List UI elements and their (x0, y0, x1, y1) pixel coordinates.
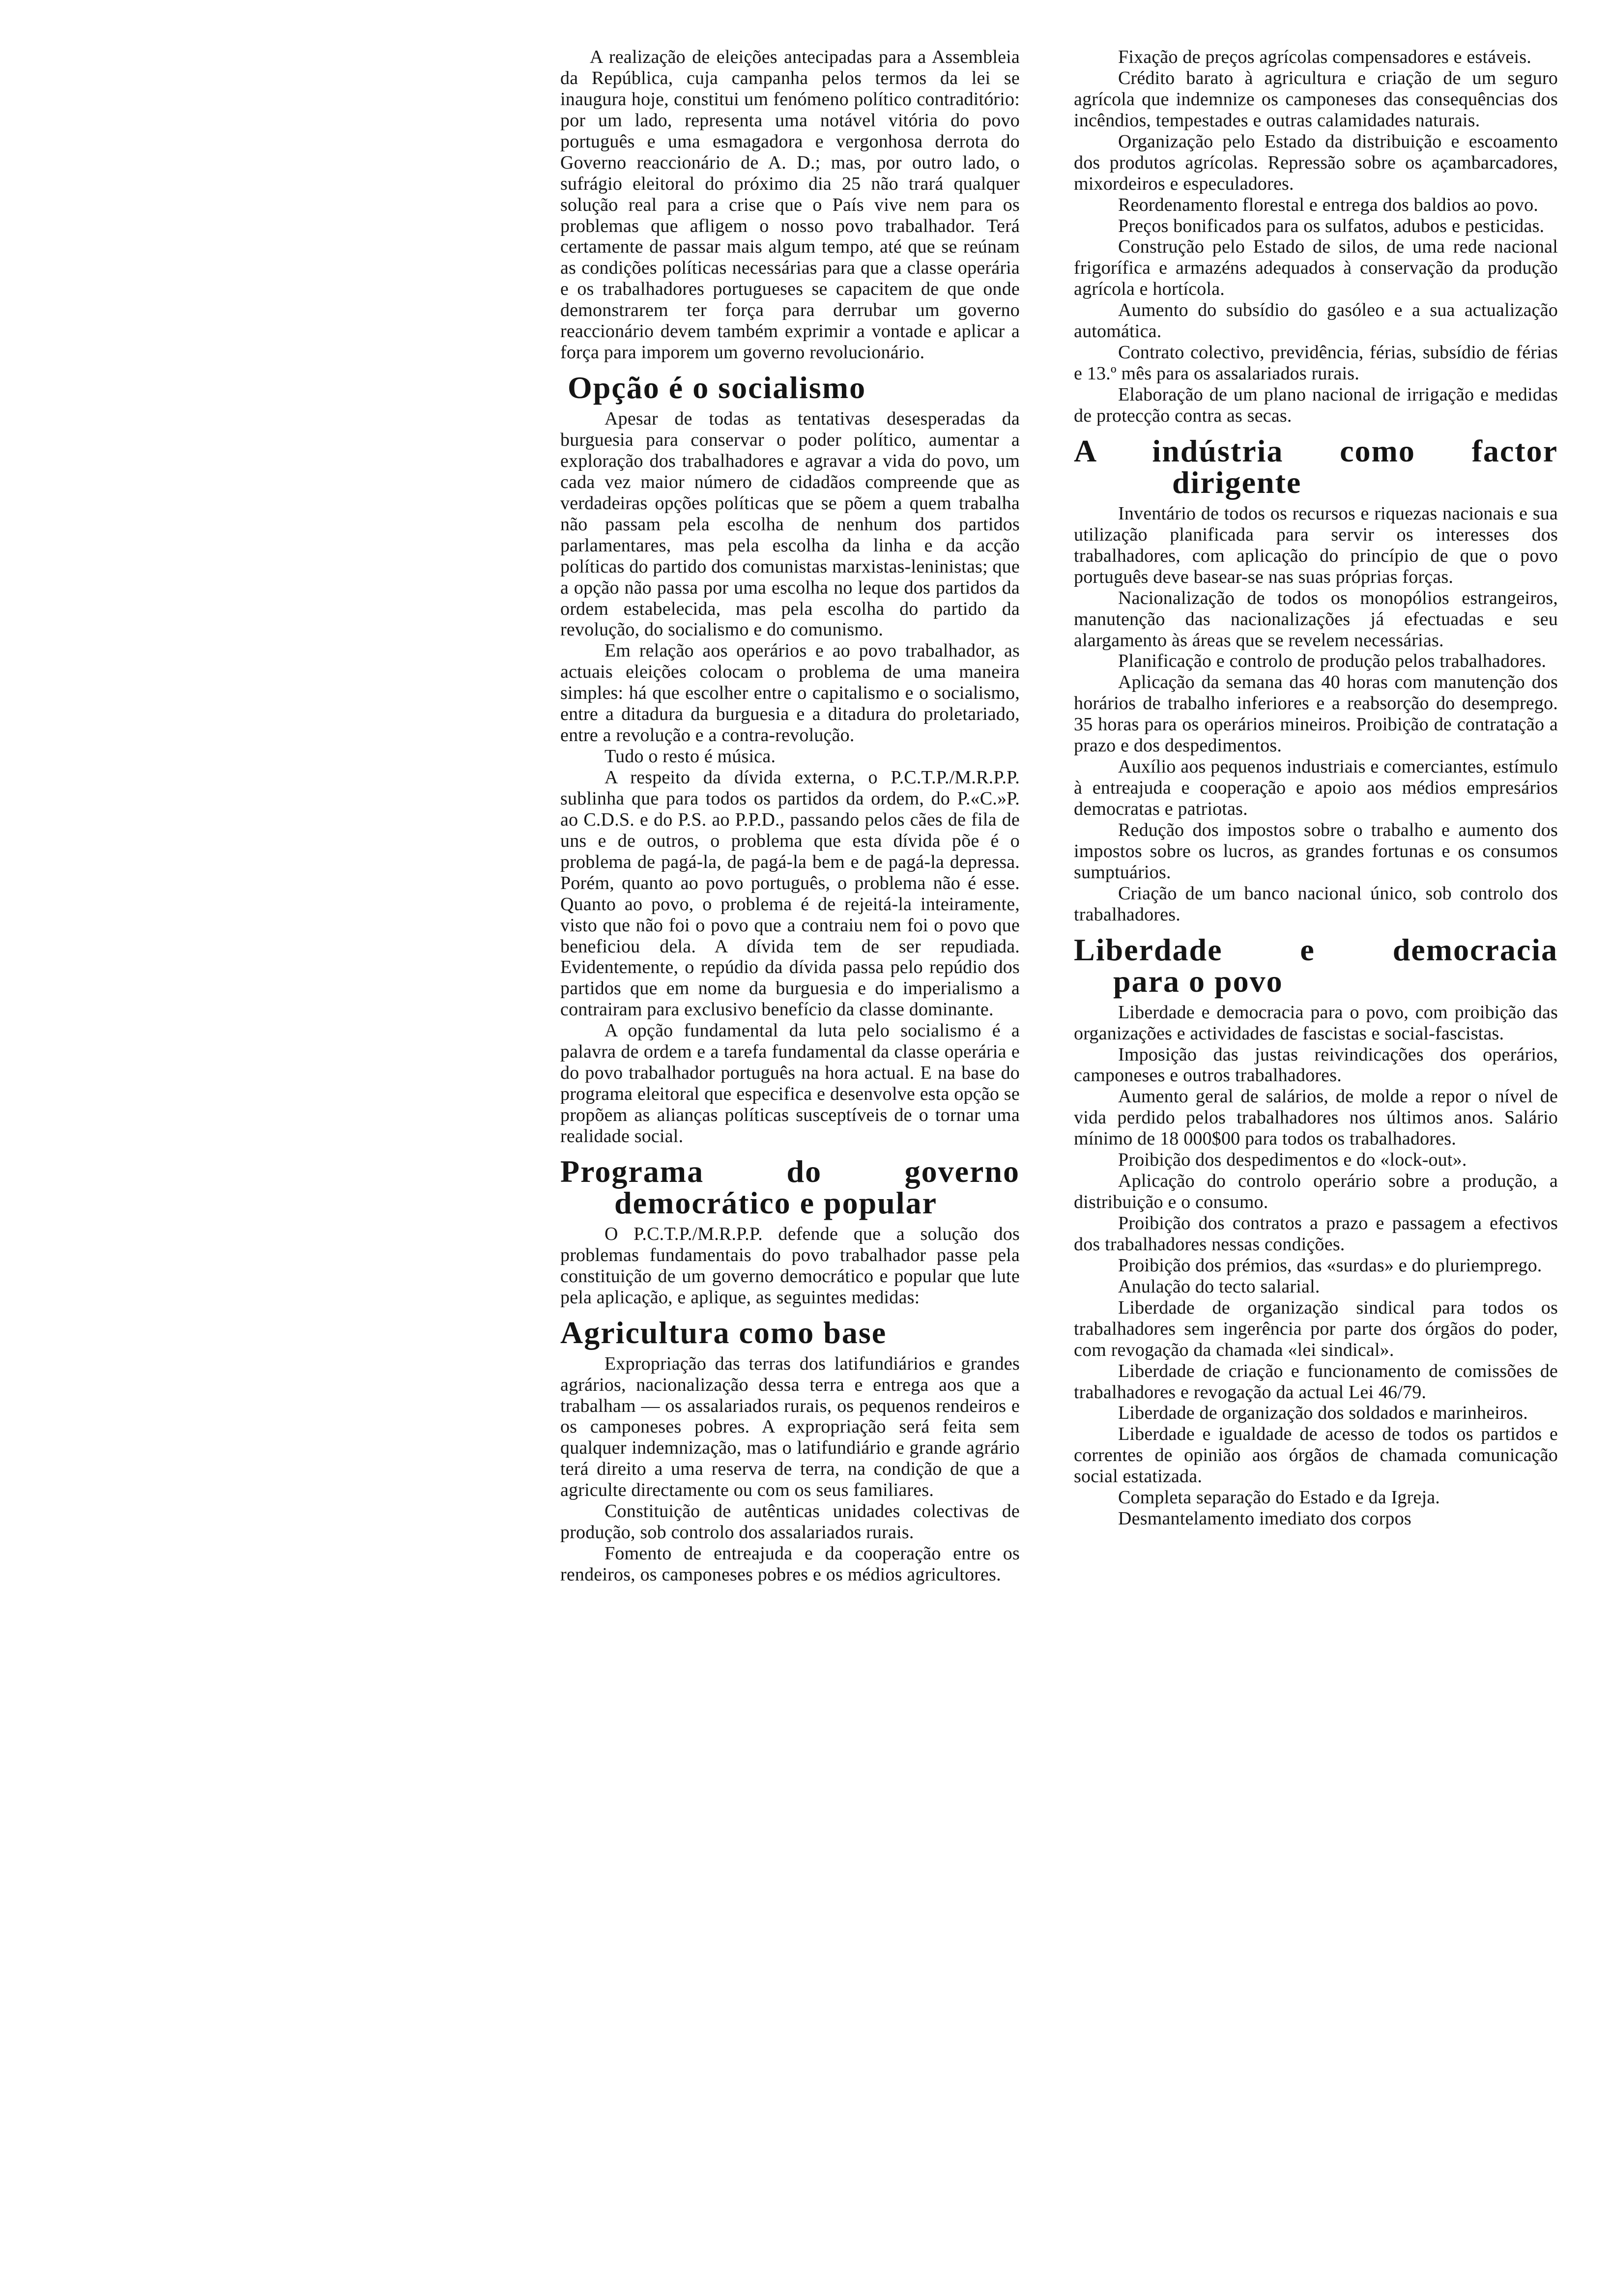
body-paragraph: Em relação aos operários e ao povo trabalhador, as actuais eleições colocam o problema de uma maneira simples: há que escolher entre o capitalismo e o socialismo, entre a ditadura da burguesia e a ditadura do proletariado, entre a revolução e a contra-revolução. (560, 640, 1020, 746)
body-paragraph: Completa separação do Estado e da Igreja. (1118, 1487, 1440, 1508)
heading-line: democrático e popular (614, 1185, 937, 1220)
body-paragraph: Inventário de todos os recursos e riquezas nacionais e sua utilização planificada para servir os interesses dos trabalhadores, com aplicação do princípio de que o povo português deve basear-se nas suas próprias forças. (1074, 503, 1558, 587)
body-paragraph: Fixação de preços agrícolas compensadores e estáveis. (1118, 47, 1531, 67)
heading-line: para o povo (1113, 963, 1283, 999)
left-column (560, 47, 1020, 1585)
body-paragraph: A respeito da dívida externa, o P.C.T.P./M.R.P.P. sublinha que para todos os partidos da ordem, do P.«C.»P. ao C.D.S. e do P.S. ao P.P.D., passando pelos cães de fila de uns e de outros, o problema que esta dívida põe é o problema de pagá-la, de pagá-la bem e de pagá-la depressa. Porém, quanto ao povo português, o problema não é esse. Quanto ao povo, o problema é de rejeitá-la inteiramente, visto que não foi o povo que a contraiu nem foi o povo que beneficiou dela. A dívida tem de ser repudiada. Evidentemente, o repúdio da dívida passa pelo repúdio dos partidos que em nome da burguesia e do imperialismo a contrairam para exclusivo benefício da classe dominante. (560, 767, 1020, 1020)
body-paragraph: Liberdade e igualdade de acesso de todos os partidos e correntes de opinião aos órgãos de chamada comunicação social estatizada. (1074, 1424, 1558, 1487)
body-paragraph: Liberdade de organização sindical para todos os trabalhadores sem ingerência por parte dos órgãos do poder, com revogação da chamada «lei sindical». (1074, 1297, 1558, 1360)
body-paragraph: Proibição dos contratos a prazo e passagem a efectivos dos trabalhadores nessas condições. (1074, 1213, 1558, 1255)
body-paragraph: Constituição de autênticas unidades colectivas de produção, sob controlo dos assalariados rurais. (560, 1501, 1020, 1543)
body-paragraph: Auxílio aos pequenos industriais e comerciantes, estímulo à entreajuda e cooperação e apoio aos médios empresários democratas e patriotas. (1074, 756, 1558, 819)
body-paragraph: Criação de um banco nacional único, sob controlo dos trabalhadores. (1074, 883, 1558, 925)
heading-line: Liberdade e democracia (1074, 932, 1558, 967)
body-paragraph: Planificação e controlo de produção pelos trabalhadores. (1118, 651, 1547, 672)
heading-line: dirigente (1172, 464, 1302, 500)
body-paragraph: Fomento de entreajuda e da cooperação entre os rendeiros, os camponeses pobres e os médios agricultores. (560, 1543, 1020, 1585)
section-heading-liberdade (1074, 934, 1558, 997)
body-paragraph: Liberdade e democracia para o povo, com proibição das organizações e actividades de fascistas e social-fascistas. (1074, 1002, 1558, 1044)
body-paragraph: O P.C.T.P./M.R.P.P. defende que a solução dos problemas fundamentais do povo trabalhador passe pela constituição de um governo democrático e popular que lute pela aplicação, e aplique, as seguintes medidas: (560, 1223, 1020, 1308)
body-paragraph: Construção pelo Estado de silos, de uma rede nacional frigorífica e armazéns adequados à conservação da produção agrícola e hortícola. (1074, 236, 1558, 300)
heading-line: A indústria como factor (1074, 433, 1558, 468)
section-heading-socialismo: Opção é o socialismo (568, 370, 866, 405)
body-paragraph: Expropriação das terras dos latifundiários e grandes agrários, nacionalização dessa terra e entrega aos que a trabalham — os assalariados rurais, os pequenos rendeiros e os camponeses pobres. A expropriação será feita sem qualquer indemnização, mas o latifundiário e grande agrário terá direito a uma reserva de terra, na condição de que a agriculte directamente ou com os seus familiares. (560, 1353, 1020, 1501)
intro-paragraph: A realização de eleições antecipadas para a Assembleia da República, cuja campanha pelos termos da lei se inaugura hoje, constitui um fenómeno político contraditório: por um lado, representa uma notável vitória do povo português e uma esmagadora e vergonhosa derrota do Governo reaccionário de A. D.; mas, por outro lado, o sufrágio eleitoral do próximo dia 25 não trará qualquer solução real para a crise que o País vive nem para os problemas que afligem o nosso povo trabalhador. Terá certamente de passar mais algum tempo, até que se reúnam as condições políticas necessárias para que a classe operária e os trabalhadores portugueses se capacitem de que onde demonstrarem ter força para derrubar um governo reaccionário devem também exprimir a vontade e aplicar a força para imporem um governo revolucionário. (560, 47, 1020, 363)
heading-line: Programa do governo (560, 1153, 1020, 1189)
body-paragraph: Liberdade de criação e funcionamento de comissões de trabalhadores e revogação da actual Lei 46/79. (1074, 1360, 1558, 1403)
body-paragraph: Aumento geral de salários, de molde a repor o nível de vida perdido pelos trabalhadores nos últimos anos. Salário mínimo de 18 000$00 para todos os trabalhadores. (1074, 1086, 1558, 1149)
body-paragraph: Contrato colectivo, previdência, férias, subsídio de férias e 13.º mês para os assalariados rurais. (1074, 342, 1558, 384)
body-paragraph: Elaboração de um plano nacional de irrigação e medidas de protecção contra as secas. (1074, 384, 1558, 426)
body-paragraph: Reordenamento florestal e entrega dos baldios ao povo. (1118, 194, 1538, 215)
body-paragraph: Crédito barato à agricultura e criação de um seguro agrícola que indemnize os camponeses das consequências dos incêndios, tempestades e outras calamidades naturais. (1074, 67, 1558, 131)
section-heading-programa (560, 1153, 1020, 1220)
body-paragraph: Aplicação do controlo operário sobre a produção, a distribuição e o consumo. (1074, 1171, 1558, 1213)
section-heading-agricultura: Agricultura como base (560, 1315, 887, 1350)
body-paragraph: Aplicação da semana das 40 horas com manutenção dos horários de trabalho inferiores e a reabsorção do desemprego. 35 horas para os operários mineiros. Proibição de contratação a prazo e dos despedimentos. (1074, 672, 1558, 756)
body-paragraph: Aumento do subsídio do gasóleo e a sua actualização automática. (1074, 300, 1558, 342)
section-heading-industria (1074, 435, 1558, 498)
body-paragraph: Organização pelo Estado da distribuição e escoamento dos produtos agrícolas. Repressão sobre os açambarcadores, mixordeiros e especuladores. (1074, 131, 1558, 194)
body-paragraph: Anulação do tecto salarial. (1118, 1276, 1320, 1297)
body-paragraph: Apesar de todas as tentativas desesperadas da burguesia para conservar o poder político, aumentar a exploração dos trabalhadores e agravar a vida do povo, um cada vez maior número de cidadãos compreende que as verdadeiras opções políticas que se põem a quem trabalha não passam pela escolha de nenhum dos partidos parlamentares, mas pela escolha da linha e da acção políticas do partido dos comunistas marxistas-leninistas; que a opção não passa por uma escolha no leque dos partidos da ordem estabelecida, mas pela escolha do partido da revolução, do socialismo e do comunismo. (560, 408, 1020, 640)
right-column (1074, 47, 1558, 1529)
body-paragraph: Preços bonificados para os sulfatos, adubos e pesticidas. (1118, 215, 1545, 236)
body-paragraph: Desmantelamento imediato dos corpos (1118, 1508, 1411, 1529)
body-paragraph: A opção fundamental da luta pelo socialismo é a palavra de ordem e a tarefa fundamental da classe operária e do povo trabalhador português na hora actual. E na base do programa eleitoral que especifica e desenvolve esta opção se propõem as alianças políticas susceptíveis de o tornar uma realidade social. (560, 1020, 1020, 1147)
body-paragraph: Redução dos impostos sobre o trabalho e aumento dos impostos sobre os lucros, as grandes fortunas e os consumos sumptuários. (1074, 819, 1558, 883)
body-paragraph: Imposição das justas reivindicações dos operários, camponeses e outros trabalhadores. (1074, 1044, 1558, 1086)
body-paragraph: Nacionalização de todos os monopólios estrangeiros, manutenção das nacionalizações já efectuadas e seu alargamento às áreas que se revelem necessárias. (1074, 587, 1558, 651)
body-paragraph: Liberdade de organização dos soldados e marinheiros. (1118, 1403, 1528, 1424)
body-paragraph: Proibição dos despedimentos e do «lock-out». (1118, 1149, 1467, 1171)
body-paragraph: Tudo o resto é música. (604, 746, 776, 767)
body-paragraph: Proibição dos prémios, das «surdas» e do pluriemprego. (1118, 1255, 1542, 1276)
